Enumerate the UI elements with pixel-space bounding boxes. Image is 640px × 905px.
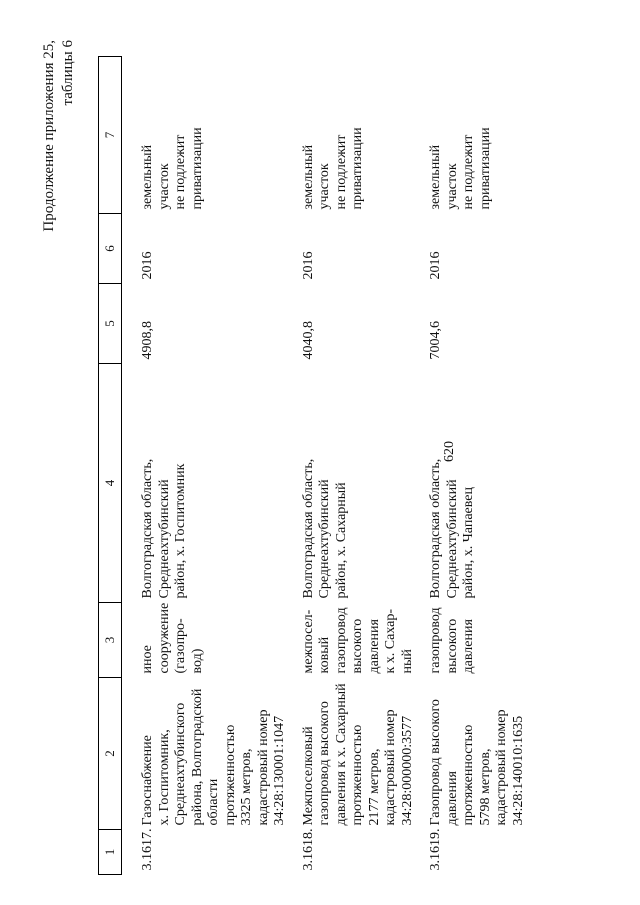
object-value: 7004,6 [428, 321, 443, 360]
object-note: земельный участок не подлежит приватизации [140, 127, 205, 210]
object-value: 4908,8 [140, 321, 155, 360]
object-address: Волгоградская область, Среднеахтубинский район, х. Госпитомник [140, 458, 188, 599]
object-year: 2016 [300, 251, 316, 280]
object-type: иное сооружение (газопро- вод) [140, 602, 205, 674]
object-name: Газопровод высокого давления протяженностью 5798 метров, кадастровый номер 34:28:140010:1635 [428, 699, 526, 826]
row-number: 3.1618. [300, 828, 316, 871]
object-year: 2016 [428, 251, 443, 280]
object-address: Волгоградская область, Среднеахтубинский район, х. Сахарный [300, 458, 349, 599]
object-type: межпосел- ковый газопровод высокого давления к х. Сахар- ный [300, 607, 415, 674]
object-name: Межпоселковый газопровод высокого давления к х. Сахарный протяженностью 2177 метров, кадастровый номер 34:28:000000:3577 [300, 683, 415, 826]
header-col-1: 1 [99, 830, 122, 875]
table-header-row [99, 57, 122, 875]
object-note: земельный участок не подлежит приватизации [300, 127, 365, 210]
page-number: 620 [442, 441, 457, 462]
table-row [422, 57, 533, 875]
row-number: 3.1617. [140, 828, 155, 871]
row-number: 3.1619. [428, 828, 443, 871]
header-col-5: 5 [99, 284, 122, 364]
table-row [295, 57, 423, 875]
object-value: 4040,8 [300, 321, 316, 360]
object-name: Газоснабжение х. Госпитомник, Среднеахтубинского района, Волгоградской области протяженностью 3325 метров, кадастровый номер 34:28:130001:1047 [140, 688, 287, 826]
header-col-7: 7 [99, 57, 122, 214]
header-col-2: 2 [99, 678, 122, 830]
header-col-6: 6 [99, 214, 122, 284]
header-col-3: 3 [99, 603, 122, 678]
object-address: Волгоградская область, Среднеахтубинский район, х. Чапаевец [428, 458, 476, 599]
table-row [134, 57, 295, 875]
object-type: газопровод высокого давления [428, 607, 476, 674]
object-year: 2016 [140, 251, 155, 280]
property-table [98, 56, 533, 875]
header-col-4: 4 [99, 364, 122, 603]
continuation-note: Продолжение приложения 25, таблицы 6 [41, 40, 76, 232]
object-note: земельный участок не подлежит приватизации [428, 127, 493, 210]
